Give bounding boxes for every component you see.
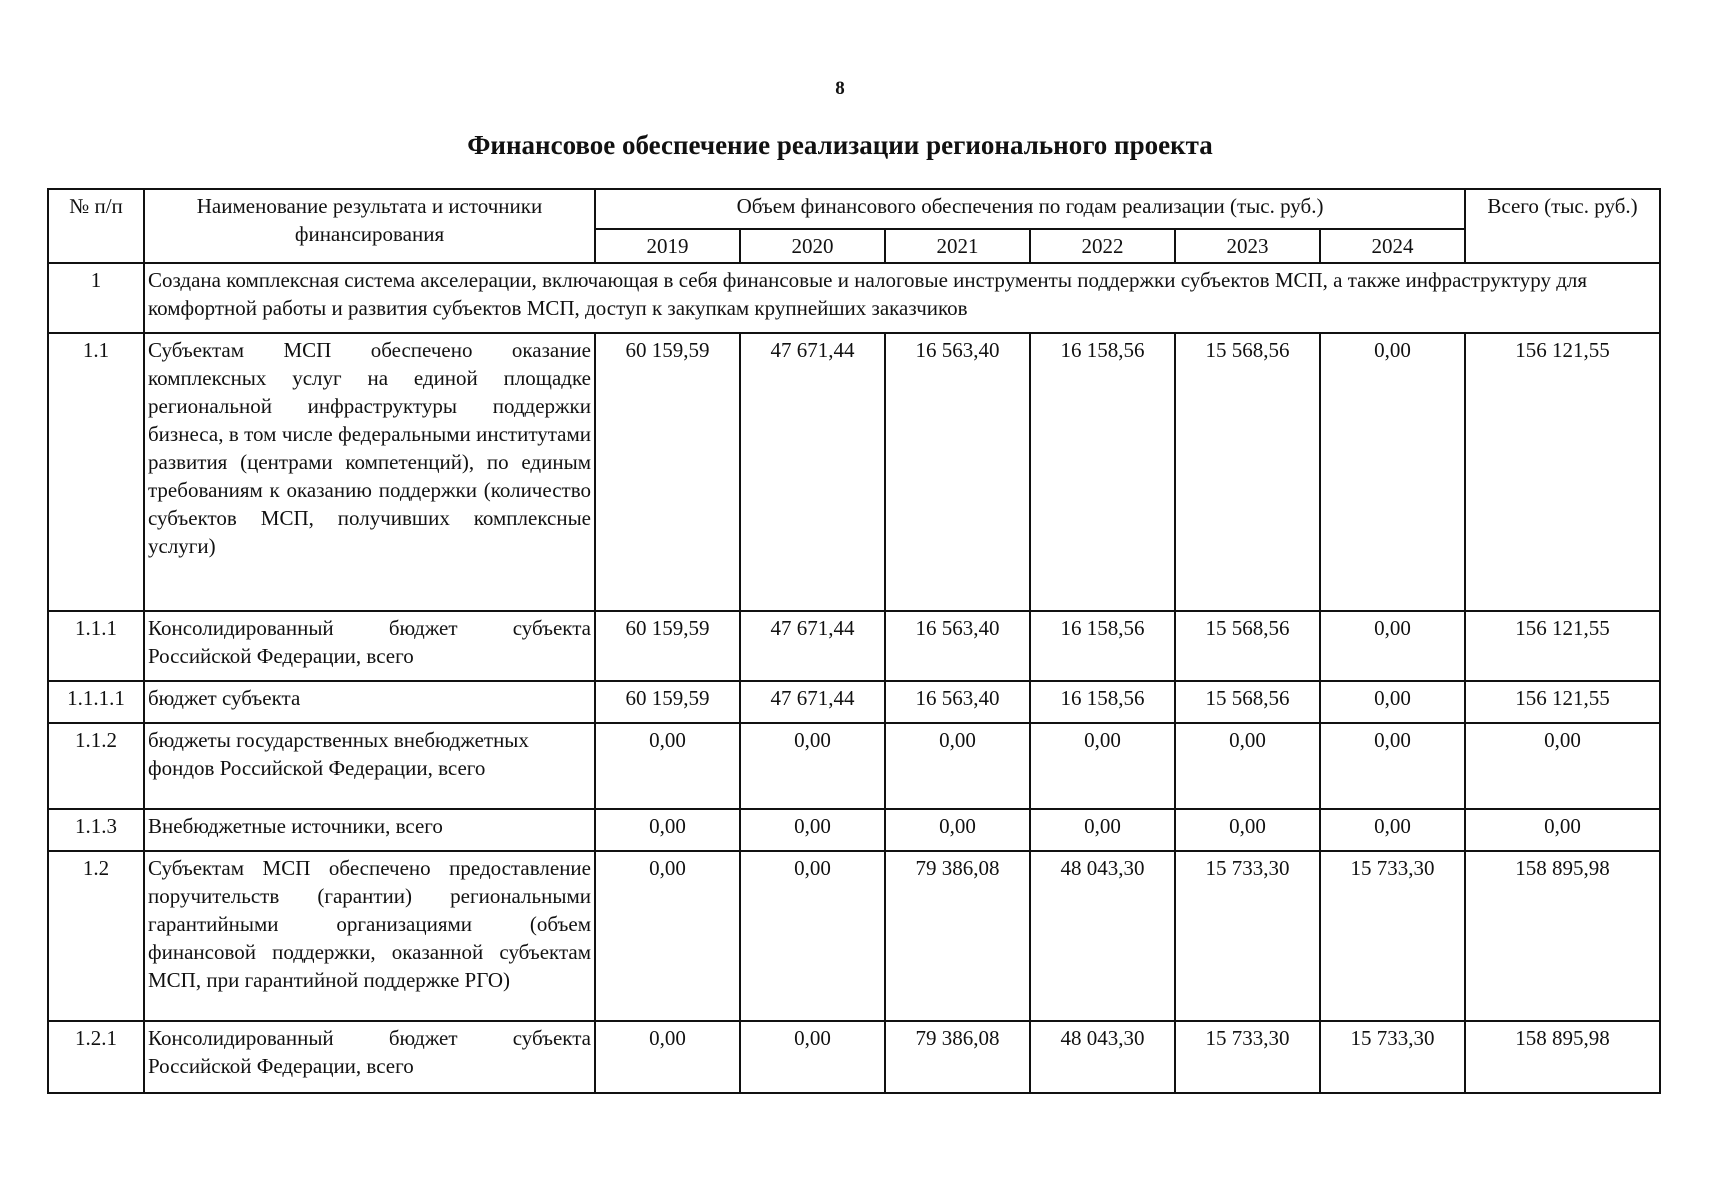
value-cell: 0,00	[1320, 333, 1465, 611]
value-cell: 16 158,56	[1030, 681, 1175, 723]
section-text: Создана комплексная система акселерации, включающая в себя финансовые и налоговые инструменты поддержки субъектов МСП, а также инфраструктуру для комфортной работы и развития субъектов МСП, доступ к закупкам крупнейших заказчиков	[144, 263, 1660, 333]
value-cell: 79 386,08	[885, 1021, 1030, 1093]
row-number: 1.1	[48, 333, 144, 611]
value-cell: 0,00	[595, 723, 740, 809]
value-cell: 0,00	[1175, 809, 1320, 851]
value-cell: 16 563,40	[885, 333, 1030, 611]
table-row	[48, 809, 1660, 851]
header-year: 2019	[595, 229, 740, 263]
value-cell: 16 563,40	[885, 611, 1030, 681]
table-row	[48, 1021, 1660, 1093]
header-volume: Объем финансового обеспечения по годам реализации (тыс. руб.)	[595, 189, 1465, 229]
header-year: 2023	[1175, 229, 1320, 263]
value-cell: 0,00	[1030, 723, 1175, 809]
value-cell: 47 671,44	[740, 333, 885, 611]
row-name: Консолидированный бюджет субъекта Российской Федерации, всего	[144, 611, 595, 681]
value-cell: 15 568,56	[1175, 611, 1320, 681]
row-number: 1.2.1	[48, 1021, 144, 1093]
total-cell: 158 895,98	[1465, 1021, 1660, 1093]
table-row	[48, 851, 1660, 1021]
value-cell: 60 159,59	[595, 611, 740, 681]
value-cell: 60 159,59	[595, 681, 740, 723]
value-cell: 47 671,44	[740, 681, 885, 723]
value-cell: 0,00	[885, 723, 1030, 809]
total-cell: 156 121,55	[1465, 611, 1660, 681]
value-cell: 60 159,59	[595, 333, 740, 611]
row-name: бюджет субъекта	[144, 681, 595, 723]
total-cell: 0,00	[1465, 809, 1660, 851]
page-number: 8	[835, 78, 845, 99]
row-name: бюджеты государственных внебюджетных фондов Российской Федерации, всего	[144, 723, 595, 809]
value-cell: 47 671,44	[740, 611, 885, 681]
value-cell: 0,00	[1320, 809, 1465, 851]
value-cell: 0,00	[740, 723, 885, 809]
row-name: Внебюджетные источники, всего	[144, 809, 595, 851]
row-name: Субъектам МСП обеспечено оказание комплексных услуг на единой площадке региональной инфраструктуры поддержки бизнеса, в том числе федеральными институтами развития (центрами компетенций), по единым требованиям к оказанию поддержки (количество субъектов МСП, получивших комплексные услуги)	[144, 333, 595, 611]
header-year: 2020	[740, 229, 885, 263]
value-cell: 15 733,30	[1320, 851, 1465, 1021]
value-cell: 0,00	[885, 809, 1030, 851]
value-cell: 15 733,30	[1175, 851, 1320, 1021]
table-row	[48, 681, 1660, 723]
table-row	[48, 611, 1660, 681]
total-cell: 158 895,98	[1465, 851, 1660, 1021]
header-year: 2024	[1320, 229, 1465, 263]
value-cell: 0,00	[1175, 723, 1320, 809]
row-name: Консолидированный бюджет субъекта Российской Федерации, всего	[144, 1021, 595, 1093]
row-number: 1.1.2	[48, 723, 144, 809]
value-cell: 15 568,56	[1175, 681, 1320, 723]
value-cell: 0,00	[740, 809, 885, 851]
header-name: Наименование результата и источники финансирования	[144, 189, 595, 263]
section-row	[48, 263, 1660, 333]
value-cell: 0,00	[740, 1021, 885, 1093]
document-title: Финансовое обеспечение реализации регионального проекта	[467, 130, 1213, 160]
value-cell: 48 043,30	[1030, 1021, 1175, 1093]
row-name: Субъектам МСП обеспечено предоставление поручительств (гарантии) региональными гарантийными организациями (объем финансовой поддержки, оказанной субъектам МСП, при гарантийной поддержке РГО)	[144, 851, 595, 1021]
value-cell: 48 043,30	[1030, 851, 1175, 1021]
row-number: 1.1.1.1	[48, 681, 144, 723]
header-number: № п/п	[48, 189, 144, 263]
value-cell: 15 733,30	[1175, 1021, 1320, 1093]
table-row	[48, 723, 1660, 809]
value-cell: 16 158,56	[1030, 611, 1175, 681]
value-cell: 0,00	[595, 851, 740, 1021]
row-number: 1.1.3	[48, 809, 144, 851]
header-year: 2022	[1030, 229, 1175, 263]
value-cell: 79 386,08	[885, 851, 1030, 1021]
value-cell: 0,00	[595, 1021, 740, 1093]
total-cell: 156 121,55	[1465, 333, 1660, 611]
row-number: 1.1.1	[48, 611, 144, 681]
value-cell: 0,00	[1320, 611, 1465, 681]
row-number: 1.2	[48, 851, 144, 1021]
value-cell: 16 158,56	[1030, 333, 1175, 611]
value-cell: 0,00	[1030, 809, 1175, 851]
total-cell: 0,00	[1465, 723, 1660, 809]
financing-table	[47, 188, 1661, 1094]
row-number: 1	[48, 263, 144, 333]
value-cell: 15 568,56	[1175, 333, 1320, 611]
header-year: 2021	[885, 229, 1030, 263]
value-cell: 0,00	[1320, 723, 1465, 809]
value-cell: 0,00	[1320, 681, 1465, 723]
value-cell: 0,00	[740, 851, 885, 1021]
value-cell: 16 563,40	[885, 681, 1030, 723]
total-cell: 156 121,55	[1465, 681, 1660, 723]
value-cell: 15 733,30	[1320, 1021, 1465, 1093]
table-header	[48, 189, 1660, 263]
table-row	[48, 333, 1660, 611]
header-total: Всего (тыс. руб.)	[1465, 189, 1660, 263]
value-cell: 0,00	[595, 809, 740, 851]
